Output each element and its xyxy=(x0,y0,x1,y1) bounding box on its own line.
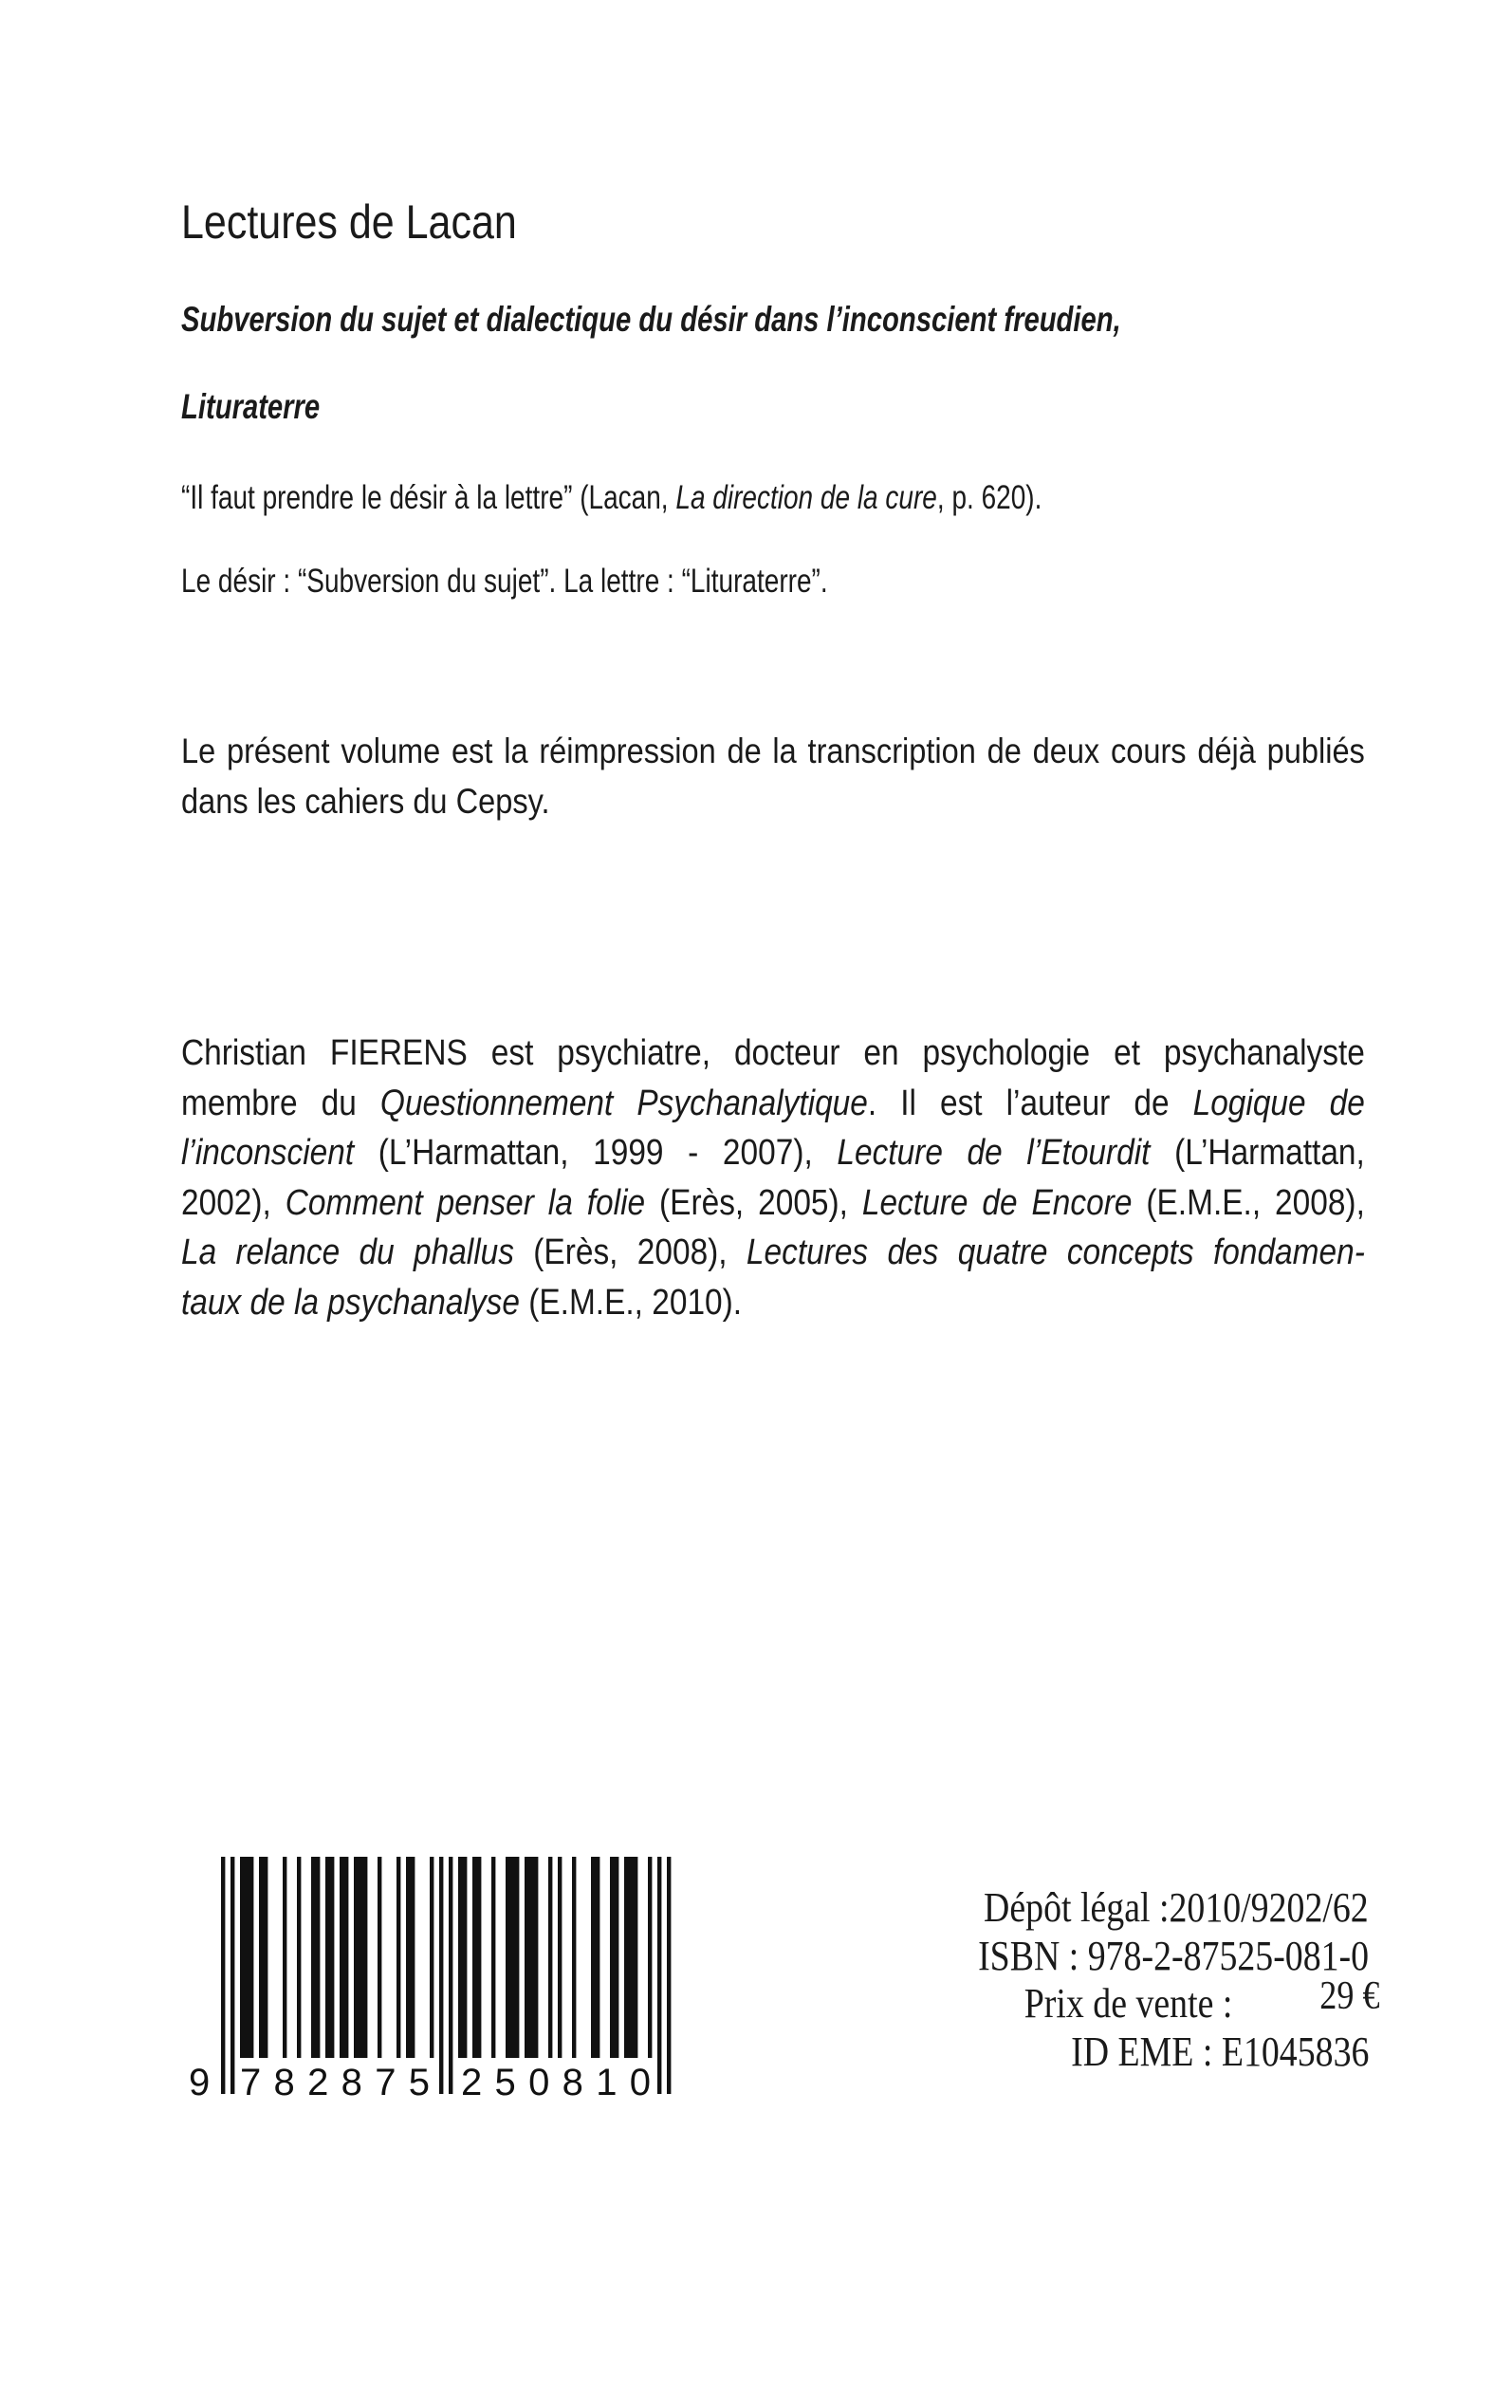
text-segment: (Erès, 2005), xyxy=(645,1182,862,1223)
text-segment: (L’Harmattan, xyxy=(1150,1133,1365,1174)
barcode-bar xyxy=(525,1857,538,2058)
barcode-bar xyxy=(378,1857,381,2058)
barcode-bar xyxy=(591,1857,599,2058)
price-label: Prix de vente : xyxy=(1023,1980,1232,2027)
barcode-bar xyxy=(430,1857,433,2058)
volume-note xyxy=(181,727,1365,826)
text-line xyxy=(181,727,1365,777)
depot-legal: Dépôt légal :2010/9202/62 xyxy=(984,1884,1369,1931)
barcode-bar xyxy=(572,1857,576,2058)
italic-title: l’inconscient xyxy=(181,1133,355,1174)
quote-page: , p. 620). xyxy=(936,479,1042,516)
price-value: 29 € xyxy=(1318,1974,1379,2018)
italic-title: Comment penser la folie xyxy=(285,1182,646,1223)
isbn-text: ISBN : 978-2-87525-081-0 xyxy=(977,1933,1369,1979)
text-line xyxy=(181,1278,1365,1328)
barcode-bar xyxy=(283,1857,286,2058)
text-line xyxy=(181,1079,1365,1129)
barcode-bar xyxy=(406,1857,415,2058)
barcode-bars xyxy=(221,1857,671,2094)
barcode-bar xyxy=(396,1857,400,2058)
desir-line: Le désir : “Subversion du sujet”. La lettre : “Lituraterre”. xyxy=(181,563,828,600)
id-eme: ID EME : E1045836 xyxy=(1070,2028,1369,2075)
text-line xyxy=(181,1128,1365,1178)
text-line xyxy=(181,1228,1365,1278)
text-segment: 2002), xyxy=(181,1182,286,1223)
barcode-bar xyxy=(558,1857,562,2058)
series-title: Lectures de Lacan xyxy=(181,195,517,249)
barcode-bar xyxy=(449,1857,452,2094)
text-segment: Christian FIERENS est psychiatre, docteur en psychologie et psychanalyste xyxy=(181,1033,1365,1073)
italic-title: Questionnement Psychanalytique xyxy=(379,1083,868,1123)
barcode-bar xyxy=(439,1857,443,2094)
barcode-bar xyxy=(657,1857,661,2094)
barcode-bar xyxy=(491,1857,495,2058)
barcode-bar xyxy=(472,1857,481,2058)
text-line xyxy=(181,1028,1365,1079)
text-segment: . Il est l’auteur de xyxy=(867,1083,1193,1123)
barcode-bar xyxy=(221,1857,225,2094)
text-segment: dans les cahiers du Cepsy. xyxy=(181,781,550,821)
italic-title: taux de la psychanalyse xyxy=(181,1282,520,1323)
barcode-digits-right: 250810 xyxy=(461,2062,651,2103)
barcode-bar xyxy=(667,1857,671,2094)
barcode-bar xyxy=(297,1857,301,2058)
barcode-bar xyxy=(506,1857,519,2058)
quote-text: “Il faut prendre le désir à la lettre” (Lacan, xyxy=(181,479,676,516)
text-segment: (L’Harmattan, 1999 - 2007), xyxy=(354,1133,838,1174)
barcode-bar xyxy=(240,1857,253,2058)
italic-title: Lectures des quatre concepts fondamen- xyxy=(746,1232,1365,1273)
text-segment: Le présent volume est la réimpression de la transcription de deux cours déjà publiés xyxy=(181,732,1365,770)
italic-title: La relance du phallus xyxy=(181,1232,514,1273)
isbn-barcode xyxy=(180,1850,692,2106)
italic-title: Logique de xyxy=(1192,1083,1365,1123)
lacan-quote xyxy=(181,479,1042,517)
quote-source: La direction de la cure xyxy=(675,479,937,516)
barcode-bar xyxy=(458,1857,467,2058)
book-subtitle: Subversion du sujet et dialectique du désir dans l’inconscient freudien, xyxy=(181,300,1121,339)
text-line xyxy=(181,1178,1365,1229)
barcode-bar xyxy=(354,1857,367,2058)
text-segment: (E.M.E., 2010). xyxy=(519,1282,743,1323)
barcode-bar xyxy=(548,1857,552,2058)
barcode-digits-left: 782875 xyxy=(240,2062,430,2103)
barcode-bar xyxy=(311,1857,320,2058)
text-line xyxy=(181,777,1365,827)
author-bio xyxy=(181,1028,1365,1328)
barcode-digit-lead: 9 xyxy=(189,2062,211,2103)
barcode-bar xyxy=(624,1857,637,2058)
text-segment: (Erès, 2008), xyxy=(513,1232,747,1273)
barcode-bar xyxy=(610,1857,618,2058)
barcode-bar xyxy=(259,1857,267,2058)
barcode-bar xyxy=(230,1857,234,2094)
barcode-bar xyxy=(340,1857,348,2058)
text-segment: (E.M.E., 2008), xyxy=(1132,1182,1365,1223)
italic-title: Lecture de l’Etourdit xyxy=(837,1133,1151,1174)
barcode-bar xyxy=(325,1857,334,2058)
barcode-bar xyxy=(648,1857,652,2058)
book-subtitle-2: Lituraterre xyxy=(181,387,321,426)
text-segment: membre du xyxy=(181,1083,380,1123)
italic-title: Lecture de Encore xyxy=(861,1182,1133,1223)
